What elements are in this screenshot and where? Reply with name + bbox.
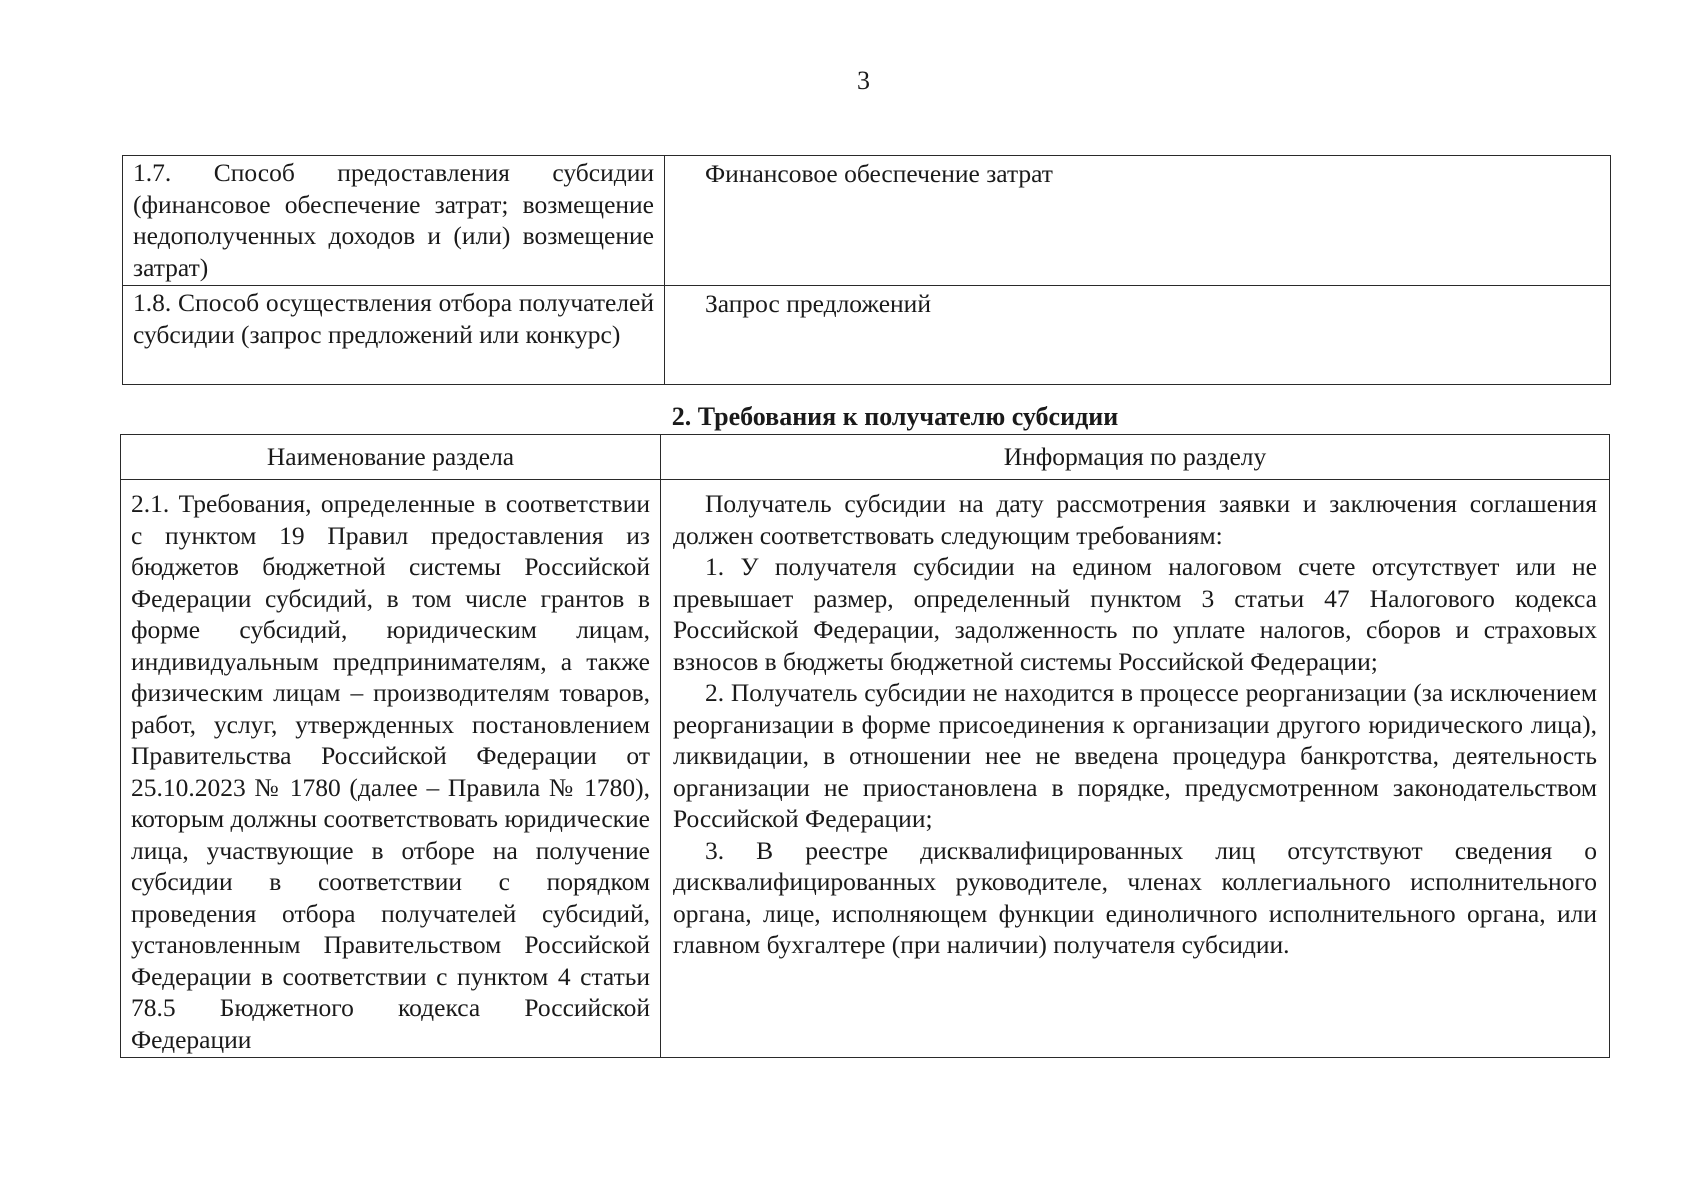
table-header-row: [121, 435, 1610, 480]
row-1-8-value: Запрос предложений: [665, 286, 1611, 385]
row-2-1-name: 2.1. Требования, определенные в соответствии с пунктом 19 Правил предоставления из бюджетов бюджетной системы Российской Федерации субсидий, в том числе грантов в форме субсидий, юридическим лицам, индивидуальным предпринимателям, а также физическим лицам – производителям товаров, работ, услуг, утвержденных постановлением Правительства Российской Федерации от 25.10.2023 № 1780 (далее – Правила № 1780), которым должны соответствовать юридические лица, участвующие в отборе на получение субсидии в соответствии с порядком проведения отбора получателей субсидий, установленным Правительством Российской Федерации в соответствии с пунктом 4 статьи 78.5 Бюджетного кодекса Российской Федерации: [121, 480, 661, 1058]
recipient-requirements-table: [120, 434, 1610, 1058]
page-number: 3: [857, 66, 870, 95]
requirements-intro: Получатель субсидии на дату рассмотрения заявки и заключения соглашения должен соответствовать следующим требованиям:: [673, 489, 1597, 550]
subsidy-method-table: [122, 155, 1611, 385]
requirement-item-1: 1. У получателя субсидии на едином налоговом счете отсутствует или не превышает размер, определенный пунктом 3 статьи 47 Налогового кодекса Российской Федерации, задолженность по уплате налогов, сборов и страховых взносов в бюджеты бюджетной системы Российской Федерации;: [673, 552, 1597, 676]
requirement-item-3: 3. В реестре дисквалифицированных лиц отсутствуют сведения о дисквалифицированных руководителе, членах коллегиального исполнительного органа, лице, исполняющем функции единоличного исполнительного органа, или главном бухгалтере (при наличии) получателя субсидии.: [673, 835, 1597, 959]
row-2-1-info: [661, 480, 1610, 1058]
table-row: [123, 156, 1611, 286]
column-header-section-name: Наименование раздела: [121, 435, 661, 480]
table-row: [121, 480, 1610, 1058]
row-1-7-value: Финансовое обеспечение затрат: [665, 156, 1611, 286]
row-1-7-name: 1.7. Способ предоставления субсидии (финансовое обеспечение затрат; возмещение недополученных доходов и (или) возмещение затрат): [123, 156, 665, 286]
section-2-title: 2. Требования к получателю субсидии: [671, 402, 1119, 431]
row-1-8-name: 1.8. Способ осуществления отбора получателей субсидии (запрос предложений или конкурс): [123, 286, 665, 385]
requirement-item-2: 2. Получатель субсидии не находится в процессе реорганизации (за исключением реорганизации в форме присоединения к организации другого юридического лица), ликвидации, в отношении нее не введена процедура банкротства, деятельность организации не приостановлена в порядке, предусмотренном законодательством Российской Федерации;: [673, 678, 1597, 833]
column-header-section-info: Информация по разделу: [661, 435, 1610, 480]
table-row: [123, 286, 1611, 385]
